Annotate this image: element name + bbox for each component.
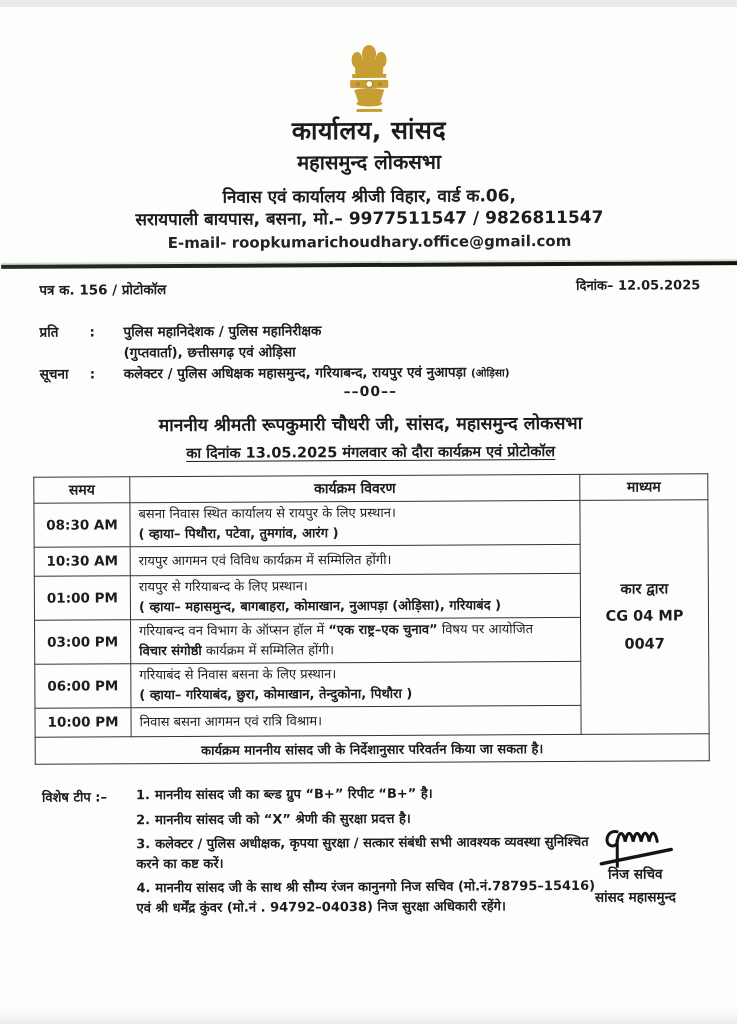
note-item: 1. माननीय सांसद जी का ब्ल्ड ग्रुप “B+” रिपीट “B+” है।: [135, 787, 433, 804]
to-colon: :: [89, 324, 95, 341]
letter-date: दिनांक– 12.05.2025: [576, 277, 701, 294]
time-cell: 06:00 PM: [35, 664, 131, 709]
note-item: 2. माननीय सांसद जी को “X” श्रेणी की सुरक्षा प्रदत्त है।: [136, 811, 411, 828]
program-column-header: कार्यक्रम विवरण: [130, 475, 580, 503]
office-address-line1: निवास एवं कार्यालय श्रीजी विहार, वार्ड क.06,: [222, 185, 517, 208]
time-cell: 08:30 AM: [34, 503, 130, 548]
letter-title: माननीय श्रीमती रूपकुमारी चौधरी जी, सांसद, महासमुन्द लोकसभा: [158, 414, 583, 437]
medium-cell: कार द्वारा CG 04 MP 0047: [580, 500, 709, 735]
time-cell: 01:00 PM: [34, 576, 130, 621]
note-item: 3. कलेक्टर / पुलिस अधीक्षक, कृपया सुरक्षा / सत्कार संबंधी सभी आवश्यक व्यवस्था सुनिश्चित करने का कष्ट करें।: [136, 834, 589, 873]
scan-bottom-shade: [0, 1008, 737, 1024]
to-line1: पुलिस महानिदेशक / पुलिस महानिरीक्षक: [123, 322, 322, 340]
time-column-header: समय: [34, 477, 130, 504]
schedule-row: [34, 500, 708, 548]
info-line-small: (ओड़िसा): [470, 366, 510, 379]
note-item: 4. माननीय सांसद जी के साथ श्री सौम्य रंजन कानुनगो निज सचिव (मो.नं.78795–15416) एवं श्री धर्मेंद्र कुंवर (मो.नं . 94792–04038) निज सुरक्षा अधिकारी रहेंगे।: [136, 878, 596, 917]
signatory-role: निज सचिव: [608, 866, 663, 883]
table-footer-row: [35, 734, 709, 765]
notes-label: विशेष टीप :–: [41, 790, 108, 807]
schedule-note-cell: कार्यक्रम माननीय सांसद जी के निर्देशानुसार परिवर्तन किया जा सकता है।: [35, 734, 709, 765]
program-cell: गरियाबन्द वन विभाग के ऑप्सन हॉल में “एक राष्ट्र–एक चुनाव” विषय पर आयोजित विचार संगोष्ठी कार्यक्रम में सम्मिलित होंगी।: [131, 618, 581, 664]
office-email: E-mail- roopkumarichoudhary.office@gmail.com: [167, 231, 572, 252]
program-cell: रायपुर आगमन एवं विविध कार्यक्रम में सम्मिलित होंगी।: [130, 545, 580, 576]
letter-number: पत्र क. 156 / प्रोटोकॉल: [39, 281, 167, 299]
program-cell: बसना निवास स्थित कार्यालय से रायपुर के लिए प्रस्थान। ( व्हाया– पिथौरा, पटेवा, तुमगांव, आरंग ): [130, 501, 580, 547]
time-cell: 10:30 AM: [34, 547, 130, 577]
medium-column-header: माध्यम: [580, 474, 708, 501]
signatory-org: सांसद महासमुन्द: [594, 889, 676, 906]
program-cell: रायपुर से गरियाबन्द के लिए प्रस्थान। ( व्हाया– महासमुन्द, बागबाहरा, कोमाखान, नुआपड़ा (ओड़िसा), गरियाबंद ): [130, 574, 580, 620]
scan-top-strip: [0, 0, 737, 7]
to-label: प्रति: [39, 324, 59, 341]
time-cell: 10:00 PM: [35, 708, 131, 738]
section-divider-mark: ––00––: [343, 384, 398, 401]
ashoka-emblem-icon: [338, 43, 400, 113]
addressee-block: [1, 295, 737, 386]
to-line2: (गुप्तवार्ता), छत्तीसगढ़ एवं ओड़िसा: [123, 343, 296, 361]
office-title: कार्यालय, सांसद: [291, 115, 447, 146]
signature-block: [555, 819, 715, 910]
office-address-line2: सरायपाली बायपास, बसना, मो.– 9977511547 / 9826811547: [135, 207, 604, 230]
program-cell: निवास बसना आगमन एवं रात्रि विश्राम।: [131, 706, 581, 737]
signature-icon: [587, 819, 683, 868]
letter-subtitle: का दिनांक 13.05.2025 मंगलवार को दौरा कार्यक्रम एवं प्रोटोकॉल: [186, 444, 556, 463]
constituency-title: महासमुन्द लोकसभा: [297, 149, 442, 174]
info-colon: :: [89, 365, 96, 382]
tour-schedule-table: [33, 474, 709, 766]
info-line: कलेक्टर / पुलिस अधिक्षक महासमुन्द, गरियाबन्द, रायपुर एवं नुआपड़ा (ओड़िसा): [123, 363, 510, 382]
program-cell: गरियाबंद से निवास बसना के लिए प्रस्थान। ( व्हाया– गरियाबंद, छुरा, कोमाखान, तेन्दुकोना, पिथौरा ): [131, 662, 581, 708]
table-header-row: [34, 474, 708, 504]
time-cell: 03:00 PM: [35, 620, 131, 665]
info-label: सूचना: [39, 366, 69, 383]
